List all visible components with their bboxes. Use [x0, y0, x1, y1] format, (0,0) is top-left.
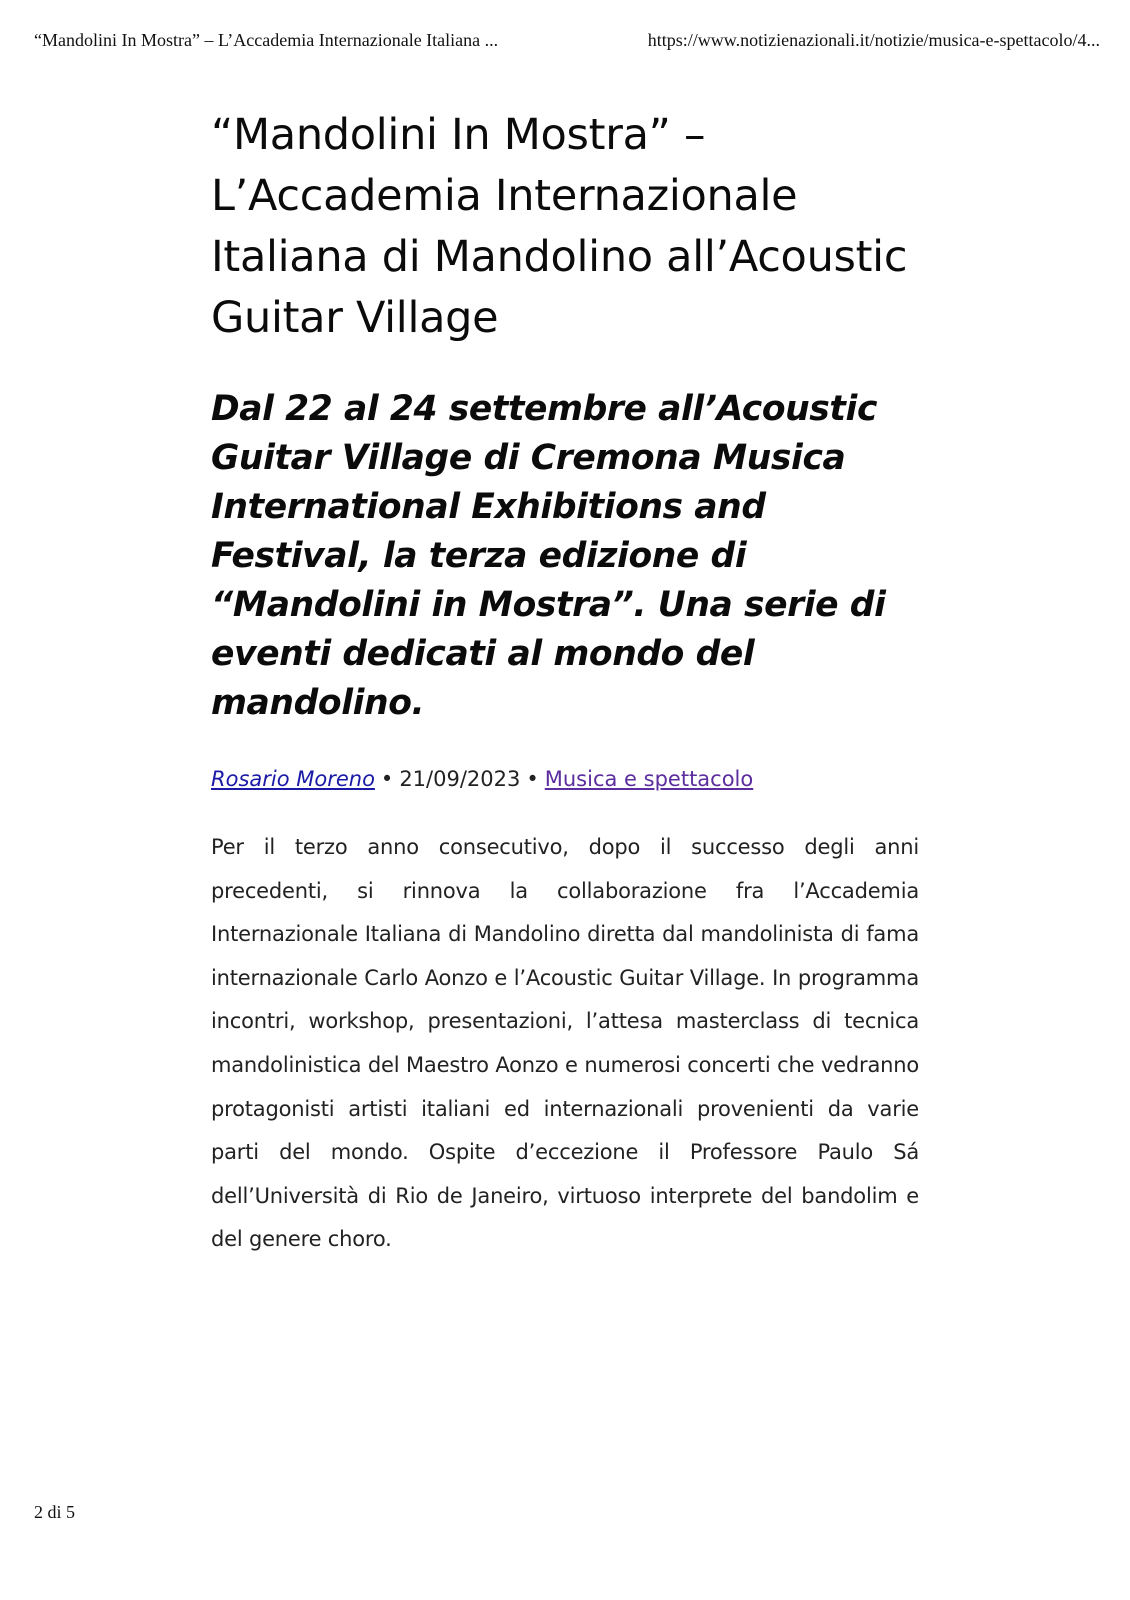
meta-separator: •	[380, 767, 394, 791]
print-header-url: https://www.notizienazionali.it/notizie/musica-e-spettacolo/4...	[647, 30, 1100, 50]
article-headline: “Mandolini In Mostra” – L’Accademia Internazionale Italiana di Mandolino all’Acoustic Guitar Village	[211, 110, 908, 343]
page-number: 2 di 5	[34, 1502, 76, 1522]
print-header-title: “Mandolini In Mostra” – L’Accademia Internazionale Italiana ...	[34, 30, 499, 50]
meta-separator: •	[526, 767, 539, 791]
publish-date: 21/09/2023	[399, 767, 521, 791]
article-meta	[211, 764, 919, 794]
article-body: Per il terzo anno consecutivo, dopo il successo degli anni precedenti, si rinnova la collaborazione fra l’Accademia Internazionale Italiana di Mandolino diretta dal mandolinista di fama internazionale Carlo Aonzo e l’Acoustic Guitar Village. In programma incontri, workshop, presentazioni, l’attesa masterclass di tecnica mandolinistica del Maestro Aonzo e numerosi concerti che vedranno protagonisti artisti italiani ed internazionali provenienti da varie parti del mondo. Ospite d’eccezione il Professore Paulo Sá dell’Università di Rio de Janeiro, virtuoso interprete del bandolim e del genere choro.	[211, 835, 919, 1252]
print-header	[34, 30, 1100, 54]
category-link[interactable]: Musica e spettacolo	[544, 767, 754, 791]
article	[211, 105, 919, 1283]
article-subheadline: Dal 22 al 24 settembre all’Acoustic Guitar Village di Cremona Musica International Exhibitions and Festival, la terza edizione di “Mandolini in Mostra”. Una serie di eventi dedicati al mondo del mandolino.	[211, 389, 886, 723]
author-link[interactable]: Rosario Moreno	[211, 767, 375, 791]
